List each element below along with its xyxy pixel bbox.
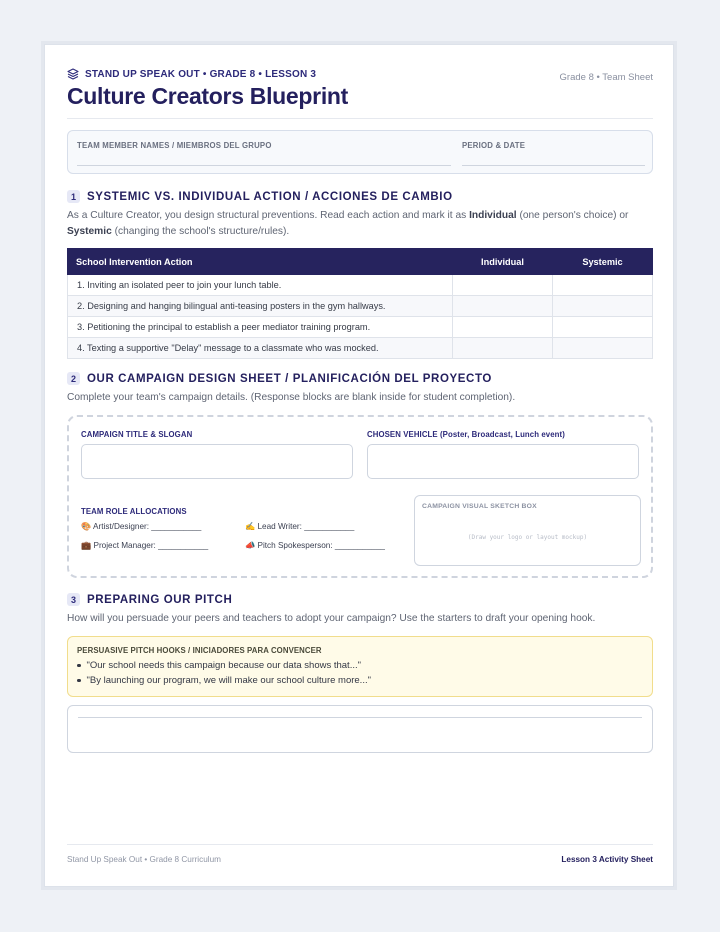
sketch-box[interactable] <box>414 495 641 566</box>
systemic-mark-cell[interactable] <box>553 296 653 317</box>
period-date-field[interactable] <box>462 165 645 166</box>
team-names-label: TEAM MEMBER NAMES / MIEMBROS DEL GRUPO <box>77 141 272 150</box>
team-roles-label: TEAM ROLE ALLOCATIONS <box>81 507 187 516</box>
bullet-icon <box>77 664 81 668</box>
action-text: 2. Designing and hanging bilingual anti-teasing posters in the gym hallways. <box>68 296 453 317</box>
role-spokesperson[interactable] <box>245 541 385 551</box>
team-names-field[interactable] <box>77 165 451 166</box>
intro-text: (changing the school's structure/rules). <box>111 226 290 237</box>
column-header: Systemic <box>553 249 653 275</box>
column-header: School Intervention Action <box>68 249 453 275</box>
sketch-box-hint: (Draw your logo or layout mockup) <box>467 534 588 541</box>
section-title: SYSTEMIC VS. INDIVIDUAL ACTION / ACCIONES DE CAMBIO <box>87 190 453 203</box>
pitch-draft-field[interactable] <box>67 705 653 753</box>
table-row <box>68 296 653 317</box>
role-artist[interactable] <box>81 522 201 532</box>
individual-mark-cell[interactable] <box>453 296 553 317</box>
palette-icon: 🎨 <box>81 522 92 531</box>
action-text: 3. Petitioning the principal to establish a peer mediator training program. <box>68 317 453 338</box>
individual-mark-cell[interactable] <box>453 275 553 296</box>
section-2-heading <box>67 372 492 385</box>
section-2-intro: Complete your team's campaign details. (Response blocks are blank inside for student completion). <box>67 392 516 403</box>
intro-text: (one person's choice) or <box>516 210 629 221</box>
worksheet-page <box>44 44 674 887</box>
pitch-hooks-box <box>67 636 653 697</box>
intro-systemic: Systemic <box>67 226 112 237</box>
role-text: Project Manager: ___________ <box>93 541 209 550</box>
role-text: Artist/Designer: ___________ <box>93 522 202 531</box>
systemic-mark-cell[interactable] <box>553 275 653 296</box>
campaign-title-field[interactable] <box>81 444 353 479</box>
hook-text: "By launching our program, we will make our school culture more..." <box>86 675 371 686</box>
briefcase-icon: 💼 <box>81 541 92 550</box>
section-1-heading <box>67 190 453 203</box>
pitch-hooks-title: PERSUASIVE PITCH HOOKS / INICIADORES PARA CONVENCER <box>77 646 322 655</box>
hook-text: "Our school needs this campaign because our data shows that..." <box>86 660 361 671</box>
header-divider <box>67 118 653 119</box>
role-text: Pitch Spokesperson: ___________ <box>257 541 385 550</box>
period-date-label: PERIOD & DATE <box>462 141 526 150</box>
role-writer[interactable] <box>245 522 354 532</box>
individual-mark-cell[interactable] <box>453 317 553 338</box>
vehicle-field[interactable] <box>367 444 639 479</box>
megaphone-icon: 📣 <box>245 541 256 550</box>
vehicle-label: CHOSEN VEHICLE (Poster, Broadcast, Lunch event) <box>367 430 565 439</box>
writing-line <box>78 717 642 718</box>
campaign-title-label: CAMPAIGN TITLE & SLOGAN <box>81 430 193 439</box>
sheet-meta: Grade 8 • Team Sheet <box>559 72 653 83</box>
footer-sheet-label: Lesson 3 Activity Sheet <box>561 855 653 864</box>
lesson-eyebrow <box>67 68 316 80</box>
footer-divider <box>67 844 653 845</box>
column-header: Individual <box>453 249 553 275</box>
action-text: 1. Inviting an isolated peer to join your lunch table. <box>68 275 453 296</box>
section-3-intro: How will you persuade your peers and teachers to adopt your campaign? Use the starters to draft your opening hook. <box>67 613 596 624</box>
table-row <box>68 317 653 338</box>
action-text: 4. Texting a supportive "Delay" message to a classmate who was mocked. <box>68 338 453 359</box>
stack-layers-icon <box>67 68 79 80</box>
individual-mark-cell[interactable] <box>453 338 553 359</box>
systemic-mark-cell[interactable] <box>553 317 653 338</box>
page-title: Culture Creators Blueprint <box>67 83 349 109</box>
intro-individual: Individual <box>469 210 517 221</box>
role-manager[interactable] <box>81 541 208 551</box>
writing-hand-icon: ✍ <box>245 522 256 531</box>
list-item <box>77 675 371 686</box>
team-info-box <box>67 130 653 174</box>
campaign-design-box <box>67 415 653 578</box>
section-number: 2 <box>67 372 80 385</box>
section-title: OUR CAMPAIGN DESIGN SHEET / PLANIFICACIÓN DEL PROYECTO <box>87 372 492 385</box>
section-number: 1 <box>67 190 80 203</box>
action-classification-table <box>67 248 653 359</box>
sketch-box-title: CAMPAIGN VISUAL SKETCH BOX <box>422 503 537 510</box>
section-3-heading <box>67 593 232 606</box>
footer-curriculum: Stand Up Speak Out • Grade 8 Curriculum <box>67 855 221 864</box>
eyebrow-text: STAND UP SPEAK OUT • GRADE 8 • LESSON 3 <box>85 68 317 80</box>
role-text: Lead Writer: ___________ <box>257 522 355 531</box>
section-1-intro <box>67 208 653 240</box>
systemic-mark-cell[interactable] <box>553 338 653 359</box>
intro-text: As a Culture Creator, you design structural preventions. Read each action and mark it as <box>67 210 470 221</box>
section-number: 3 <box>67 593 80 606</box>
list-item <box>77 660 361 671</box>
bullet-icon <box>77 679 81 683</box>
table-row <box>68 338 653 359</box>
section-title: PREPARING OUR PITCH <box>87 593 233 606</box>
table-row <box>68 275 653 296</box>
